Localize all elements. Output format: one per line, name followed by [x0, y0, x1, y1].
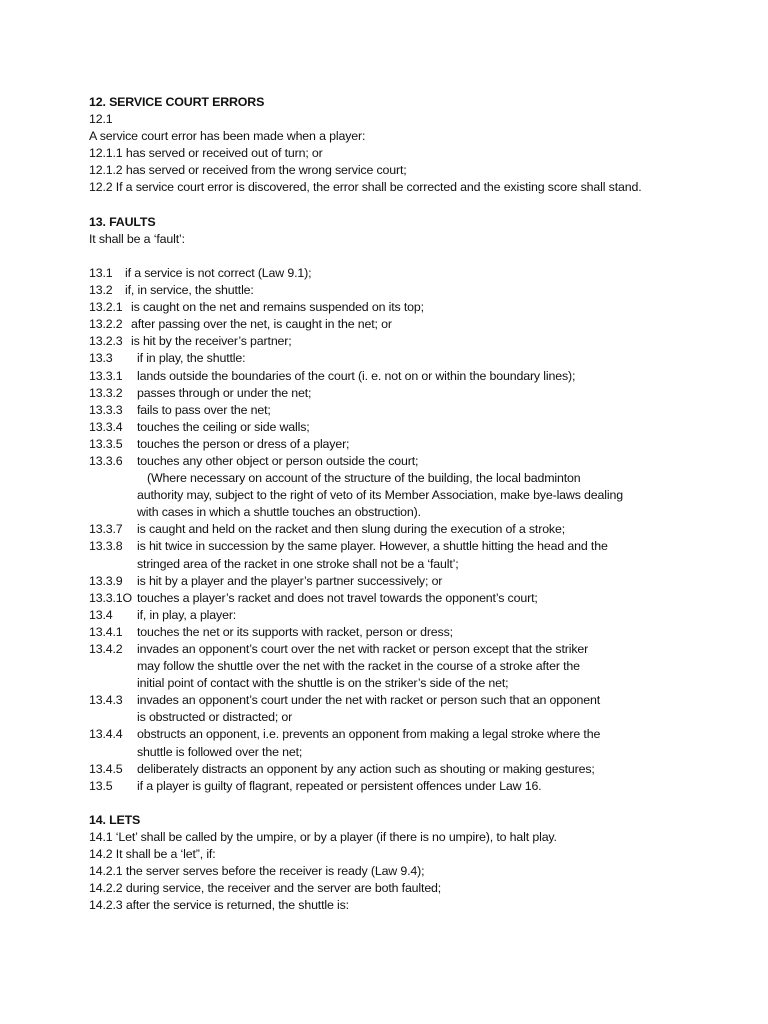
rule-line [89, 333, 748, 350]
rule-number: 13.4.3 [89, 693, 123, 708]
rule-text: is hit by the receiver’s partner; [131, 334, 292, 349]
rule-number: 13.3 [89, 351, 113, 366]
rule-number: 13.2 [89, 283, 113, 298]
rule-number: 13.3.1 [89, 368, 123, 383]
rule-number: 13.3.7 [89, 522, 123, 537]
rule-text: touches a player’s racket and does not travel towards the opponent’s court; [137, 590, 538, 605]
rule-text: if, in service, the shuttle: [125, 283, 254, 298]
rule-text: 14.2.2 during service, the receiver and the server are both faulted; [89, 881, 442, 896]
rule-line [89, 761, 748, 778]
rule-text: touches the ceiling or side walls; [137, 419, 310, 434]
rule-number: 13.4.1 [89, 624, 123, 639]
rule-number: 13.4.5 [89, 761, 123, 776]
rule-number: 13.3.2 [89, 385, 123, 400]
rule-line [89, 385, 748, 402]
spacer [89, 248, 748, 265]
rule-text: A service court error has been made when a player: [89, 129, 366, 144]
section-intro: It shall be a ‘fault’: [89, 231, 185, 246]
rule-line [89, 573, 748, 590]
rule-line [89, 538, 748, 555]
rule-note [89, 470, 748, 487]
rule-text: after passing over the net, is caught in the net; or [131, 317, 392, 332]
rule-continuation: is obstructed or distracted; or [137, 710, 293, 725]
rule-number: 13.3.5 [89, 436, 123, 451]
rule-continuation: initial point of contact with the shuttle is on the striker’s side of the net; [137, 676, 509, 691]
rule-number: 13.4.4 [89, 727, 123, 742]
rule-text: touches the net or its supports with racket, person or dress; [137, 624, 453, 639]
rule-text: invades an opponent’s court over the net with racket or person except that the striker [137, 642, 589, 656]
rule-continuation: shuttle is followed over the net; [137, 744, 303, 759]
rule-line [89, 368, 748, 385]
rule-line [89, 641, 748, 658]
rule-continuation: may follow the shuttle over the net with the racket in the course of a stroke after the [137, 659, 580, 674]
rule-text: deliberately distracts an opponent by any action such as shouting or making gestures; [137, 761, 595, 776]
rule-line [89, 350, 748, 367]
rule-text: if in play, the shuttle: [137, 351, 246, 366]
rule-text: 12.1.1 has served or received out of turn; or [89, 146, 323, 161]
rule-text: is hit by a player and the player’s partner successively; or [137, 573, 443, 588]
rule-text: is caught on the net and remains suspended on its top; [131, 300, 424, 315]
rule-text: if a player is guilty of flagrant, repeated or persistent offences under Law 16. [137, 778, 542, 793]
rule-text: 12.1.2 has served or received from the wrong service court; [89, 163, 407, 178]
rule-number: 13.4 [89, 607, 113, 622]
spacer [89, 197, 748, 214]
rule-text: obstructs an opponent, i.e. prevents an opponent from making a legal stroke where the [137, 727, 601, 742]
rule-text: passes through or under the net; [137, 385, 312, 400]
rule-text: if a service is not correct (Law 9.1); [125, 265, 312, 280]
rule-text: 14.2.1 the server serves before the receiver is ready (Law 9.4); [89, 864, 425, 879]
rule-line [89, 453, 748, 470]
rule-line [89, 726, 748, 743]
rule-text: invades an opponent’s court under the net with racket or person such that an opponent [137, 693, 601, 708]
rule-text: 12.1 [89, 112, 113, 127]
spacer [89, 795, 748, 812]
section-13-heading: 13. FAULTS [89, 214, 156, 229]
rule-line [89, 590, 748, 607]
rule-text: fails to pass over the net; [137, 402, 271, 417]
rule-number: 13.3.4 [89, 419, 123, 434]
rule-number: 13.3.6 [89, 453, 123, 468]
rule-number: 13.5 [89, 778, 113, 793]
rule-line [89, 521, 748, 538]
rule-line [89, 265, 748, 282]
rule-text: is hit twice in succession by the same player. However, a shuttle hitting the head and the [137, 539, 608, 554]
rule-line [89, 299, 748, 316]
rule-line [89, 316, 748, 333]
rule-line [89, 624, 748, 641]
rule-line [89, 282, 748, 299]
section-12-heading: 12. SERVICE COURT ERRORS [89, 95, 265, 109]
rule-line [89, 419, 748, 436]
rule-number: 13.3.9 [89, 573, 123, 588]
rule-number: 13.4.2 [89, 642, 123, 656]
rule-number: 13.2.1 [89, 300, 123, 315]
rule-note-text: (Where necessary on account of the structure of the building, the local badminton [147, 471, 581, 486]
rule-number: 13.3.8 [89, 539, 123, 554]
rule-text: 14.2.3 after the service is returned, the shuttle is: [89, 898, 349, 913]
rule-line [89, 607, 748, 624]
rule-line [89, 436, 748, 453]
rule-line [89, 778, 748, 795]
rule-number: 13.3.1O [89, 590, 133, 605]
rule-text: lands outside the boundaries of the court (i. e. not on or within the boundary lines); [137, 368, 576, 383]
rule-text: if, in play, a player: [137, 607, 237, 622]
rule-note: with cases in which a shuttle touches an obstruction). [137, 505, 421, 520]
rule-number: 13.2.3 [89, 334, 123, 349]
rule-number: 13.2.2 [89, 317, 123, 332]
rule-number: 13.3.3 [89, 402, 123, 417]
rule-text: 12.2 If a service court error is discovered, the error shall be corrected and the existing score shall stand. [89, 180, 642, 195]
rule-text: is caught and held on the racket and then slung during the execution of a stroke; [137, 522, 566, 537]
rule-line [89, 692, 748, 709]
rule-text: touches the person or dress of a player; [137, 436, 350, 451]
rule-continuation: stringed area of the racket in one stroke shall not be a ‘fault’; [137, 556, 459, 571]
rule-number: 13.1 [89, 265, 113, 280]
rule-text: 14.2 It shall be a ‘let”, if: [89, 847, 216, 862]
rule-line [89, 402, 748, 419]
section-14-heading: 14. LETS [89, 812, 141, 827]
rule-text: touches any other object or person outside the court; [137, 453, 419, 468]
rule-text: 14.1 ‘Let’ shall be called by the umpire, or by a player (if there is no umpire), to halt play. [89, 830, 557, 845]
rule-note: authority may, subject to the right of veto of its Member Association, make bye-laws dealing [137, 488, 623, 503]
